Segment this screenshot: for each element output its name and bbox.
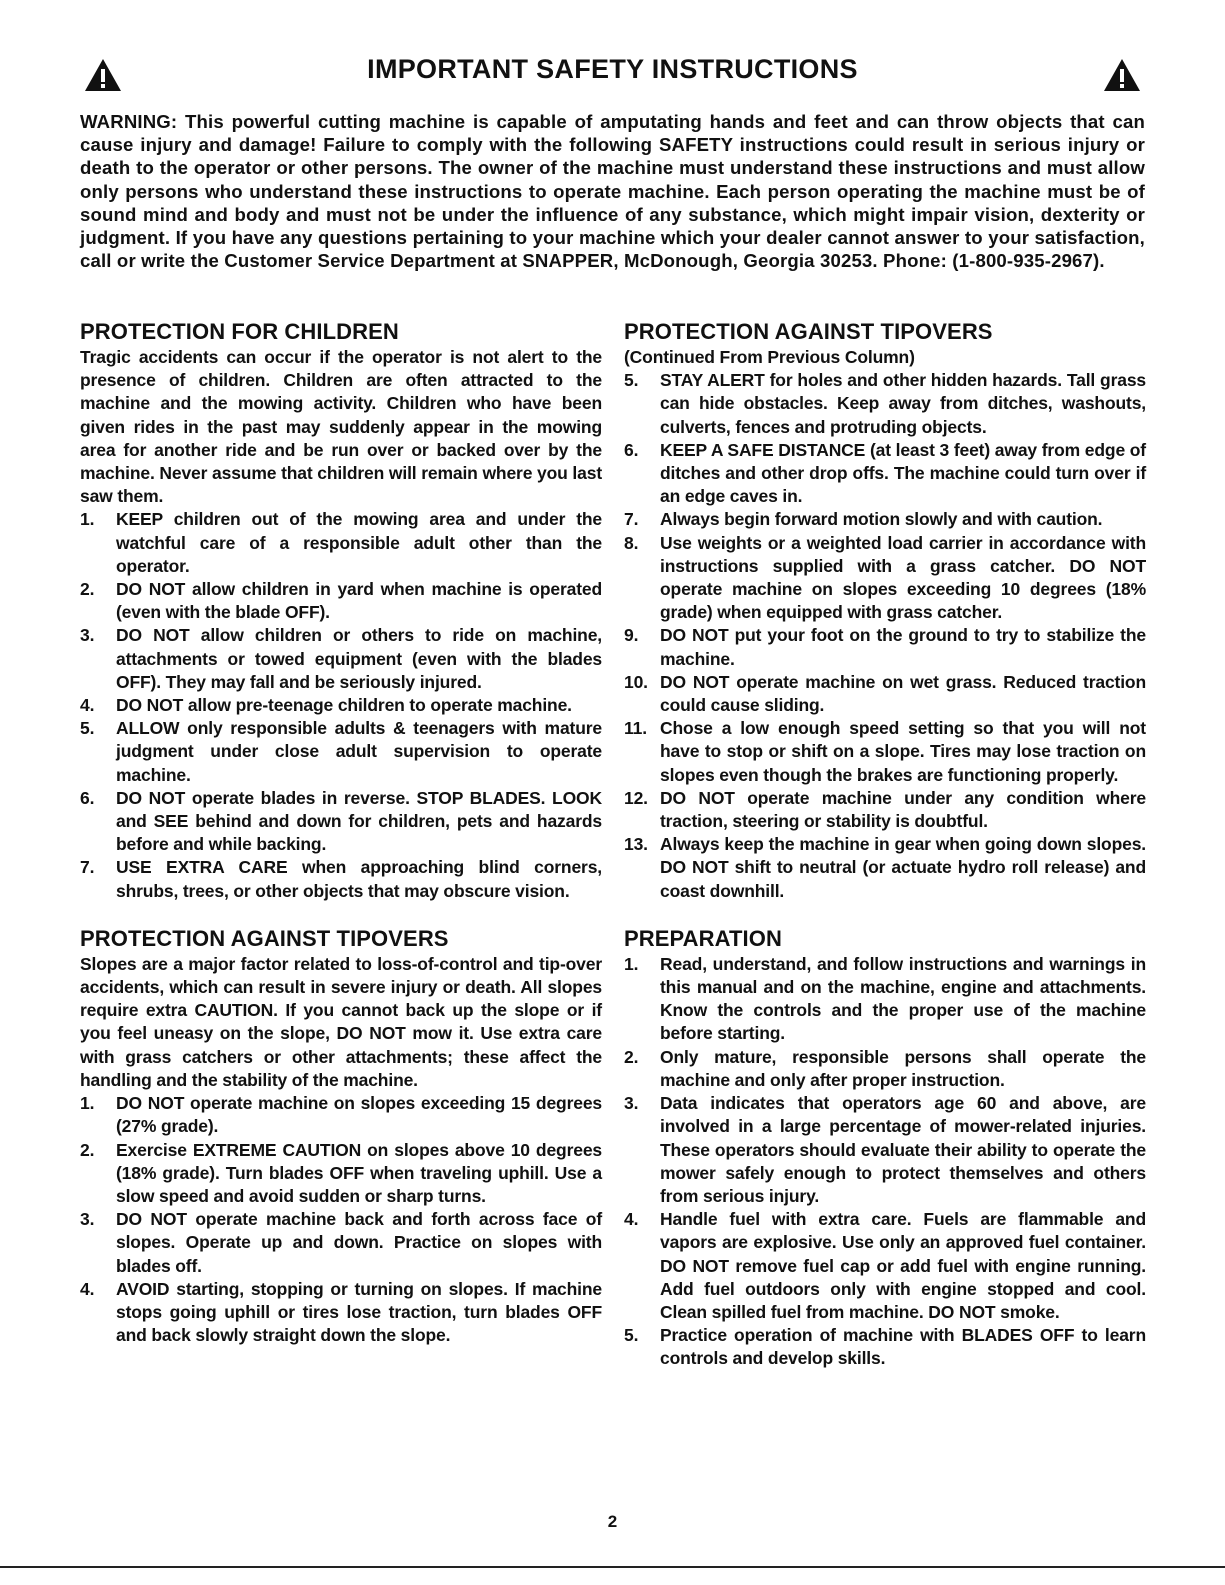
item-text: DO NOT operate machine back and forth across face of slopes. Operate up and down. Practice on slopes with blades off. [116,1209,602,1276]
section-heading-children: PROTECTION FOR CHILDREN [80,319,399,344]
item-text: Always keep the machine in gear when going down slopes. DO NOT shift to neutral (or actuate hydro roll release) and coast downhill. [660,834,1146,901]
list-item [80,694,602,717]
list-item [80,717,602,787]
item-number: 9. [624,625,639,646]
item-text: DO NOT put your foot on the ground to try to stabilize the machine. [660,625,1146,669]
warning-paragraph: WARNING: This powerful cutting machine is capable of amputating hands and feet and can throw objects that can cause injury and damage! Failure to comply with the following SAFETY instructions could result in serious injury or death to the operator or other persons. The owner of the machine must understand these instructions and must allow only persons who understand these instructions to operate machine. Each person operating the machine must be of sound mind and body and must not be under the influence of any substance, which might impair vision, dexterity or judgment. If you have any questions pertaining to your machine which your dealer cannot answer to your satisfaction, call or write the Customer Service Department at SNAPPER, McDonough, Georgia 30253. Phone: (1-800-935-2967). [80,111,1145,272]
item-number: 5. [624,1325,639,1346]
item-number: 3. [80,625,95,646]
right-column [624,318,1146,1371]
tipovers-intro: Slopes are a major factor related to loss-of-control and tip-over accidents, which can result in severe injury or death. All slopes require extra CAUTION. If you cannot back up the slope or if you feel uneasy on the slope, DO NOT mow it. Use extra care with grass catchers or other attachments; these affect the handling and the stability of the machine. [80,953,602,1090]
item-number: 8. [624,532,639,553]
list-item [624,671,1146,717]
preparation-list [624,953,1146,1371]
item-number: 5. [80,718,95,739]
list-item [80,1092,602,1138]
item-number: 1. [80,509,95,530]
item-text: Practice operation of machine with BLADES OFF to learn controls and develop skills. [660,1325,1146,1369]
item-text: DO NOT operate blades in reverse. STOP BLADES. LOOK and SEE behind and down for children, pets and hazards before and while backing. [116,787,602,855]
list-item [624,1046,1146,1092]
list-item [80,624,602,694]
item-number: 10. [624,671,648,692]
list-item [624,953,1146,1046]
list-item [624,833,1146,903]
list-item [624,717,1146,787]
children-intro: Tragic accidents can occur if the operator is not alert to the presence of children. Children are often attracted to the machine and the mowing activity. Children who have been given rides in the past may suddenly appear in the mowing area for another ride and be run over or backed over by the machine. Never assume that children will remain where you last saw them. [80,347,602,507]
list-item [80,1208,602,1278]
item-text: USE EXTRA CARE when approaching blind corners, shrubs, trees, or other objects that may obscure vision. [116,857,602,901]
list-item [624,1324,1146,1370]
item-number: 2. [80,579,95,600]
list-item [80,1278,602,1348]
item-text: Use weights or a weighted load carrier in accordance with instructions supplied with a grass catcher. DO NOT operate machine on slopes exceeding 10 degrees (18% grade) when equipped with grass catcher. [660,532,1146,623]
item-number: 3. [80,1209,95,1230]
item-text: Only mature, responsible persons shall operate the machine and only after proper instruction. [660,1046,1146,1090]
list-item [80,787,602,857]
page-title: IMPORTANT SAFETY INSTRUCTIONS [367,54,858,84]
item-text: Handle fuel with extra care. Fuels are flammable and vapors are explosive. Use only an approved fuel container. DO NOT remove fuel cap or add fuel with engine running. Add fuel outdoors only with engine stopped and cool. Clean spilled fuel from machine. DO NOT smoke. [660,1209,1146,1322]
tipovers-list [80,1092,602,1347]
item-text: Data indicates that operators age 60 and above, are involved in a large percentage of mower-related injuries. These operators should evaluate their ability to operate the mower safely enough to protect themselves and others from serious injury. [660,1093,1146,1206]
item-number: 7. [80,857,95,878]
item-number: 6. [624,439,639,460]
item-number: 2. [624,1046,639,1067]
list-item [624,369,1146,439]
list-item [624,1208,1146,1324]
item-number: 5. [624,370,639,391]
list-item [80,508,602,578]
item-text: DO NOT operate machine under any condition where traction, steering or stability is doubtful. [660,787,1146,832]
page-edge-divider [0,1566,1225,1568]
item-text: Read, understand, and follow instructions and warnings in this manual and on the machine, engine and attachments. Know the controls and the proper use of the machine before starting. [660,953,1146,1044]
list-item [624,508,1146,531]
item-text: STAY ALERT for holes and other hidden hazards. Tall grass can hide obstacles. Keep away from ditches, washouts, culverts, fences and protruding objects. [660,370,1146,437]
item-text: DO NOT allow pre-teenage children to operate machine. [116,695,572,716]
item-number: 13. [624,834,648,855]
section-gap [624,903,1146,925]
list-item [80,856,602,902]
item-text: DO NOT operate machine on wet grass. Reduced traction could cause sliding. [660,671,1146,716]
item-text: KEEP children out of the mowing area and under the watchful care of a responsible adult other than the operator. [116,509,602,576]
item-number: 7. [624,509,639,530]
list-item [624,1092,1146,1208]
list-item [624,439,1146,509]
item-number: 3. [624,1093,639,1114]
continued-note: (Continued From Previous Column) [624,347,915,367]
warning-triangle-icon [1103,58,1141,92]
list-item [80,578,602,624]
item-text: DO NOT allow children in yard when machine is operated (even with the blade OFF). [116,579,602,623]
item-text: KEEP A SAFE DISTANCE (at least 3 feet) away from edge of ditches and other drop offs. The machine could turn over if an edge caves in. [660,439,1146,507]
item-number: 2. [80,1139,95,1160]
item-text: AVOID starting, stopping or turning on slopes. If machine stops going uphill or tires lose traction, turn blades OFF and back slowly straight down the slope. [116,1278,602,1346]
item-number: 1. [80,1093,95,1114]
tipovers-continued-list [624,369,1146,903]
item-number: 4. [80,1278,95,1299]
item-number: 11. [624,718,647,739]
item-number: 1. [624,953,639,974]
children-list [80,508,602,902]
list-item [624,787,1146,833]
item-text: DO NOT operate machine on slopes exceeding 15 degrees (27% grade). [116,1093,602,1137]
item-text: DO NOT allow children or others to ride on machine, attachments or towed equipment (even with the blades OFF). They may fall and be seriously injured. [116,625,602,692]
left-column [80,318,602,1347]
item-number: 12. [624,787,648,808]
page-number: 2 [607,1512,618,1531]
item-text: Chose a low enough speed setting so that you will not have to stop or shift on a slope. Tires may lose traction on slopes even though the brakes are functioning properly. [660,718,1146,785]
list-item [80,1139,602,1209]
title-row [80,52,1145,96]
section-heading-tipovers: PROTECTION AGAINST TIPOVERS [80,925,449,951]
item-text: Always begin forward motion slowly and with caution. [660,509,1103,530]
section-heading-tipovers-continued: PROTECTION AGAINST TIPOVERS [624,319,993,344]
item-text: ALLOW only responsible adults & teenagers with mature judgment under close adult supervision to operate machine. [116,718,602,785]
item-text: Exercise EXTREME CAUTION on slopes above 10 degrees (18% grade). Turn blades OFF when traveling uphill. Use a slow speed and avoid sudden or sharp turns. [116,1139,602,1206]
item-number: 4. [624,1209,639,1230]
list-item [624,532,1146,625]
section-gap [80,903,602,925]
section-heading-preparation: PREPARATION [624,925,782,951]
item-number: 6. [80,787,95,808]
list-item [624,624,1146,670]
item-number: 4. [80,695,95,716]
